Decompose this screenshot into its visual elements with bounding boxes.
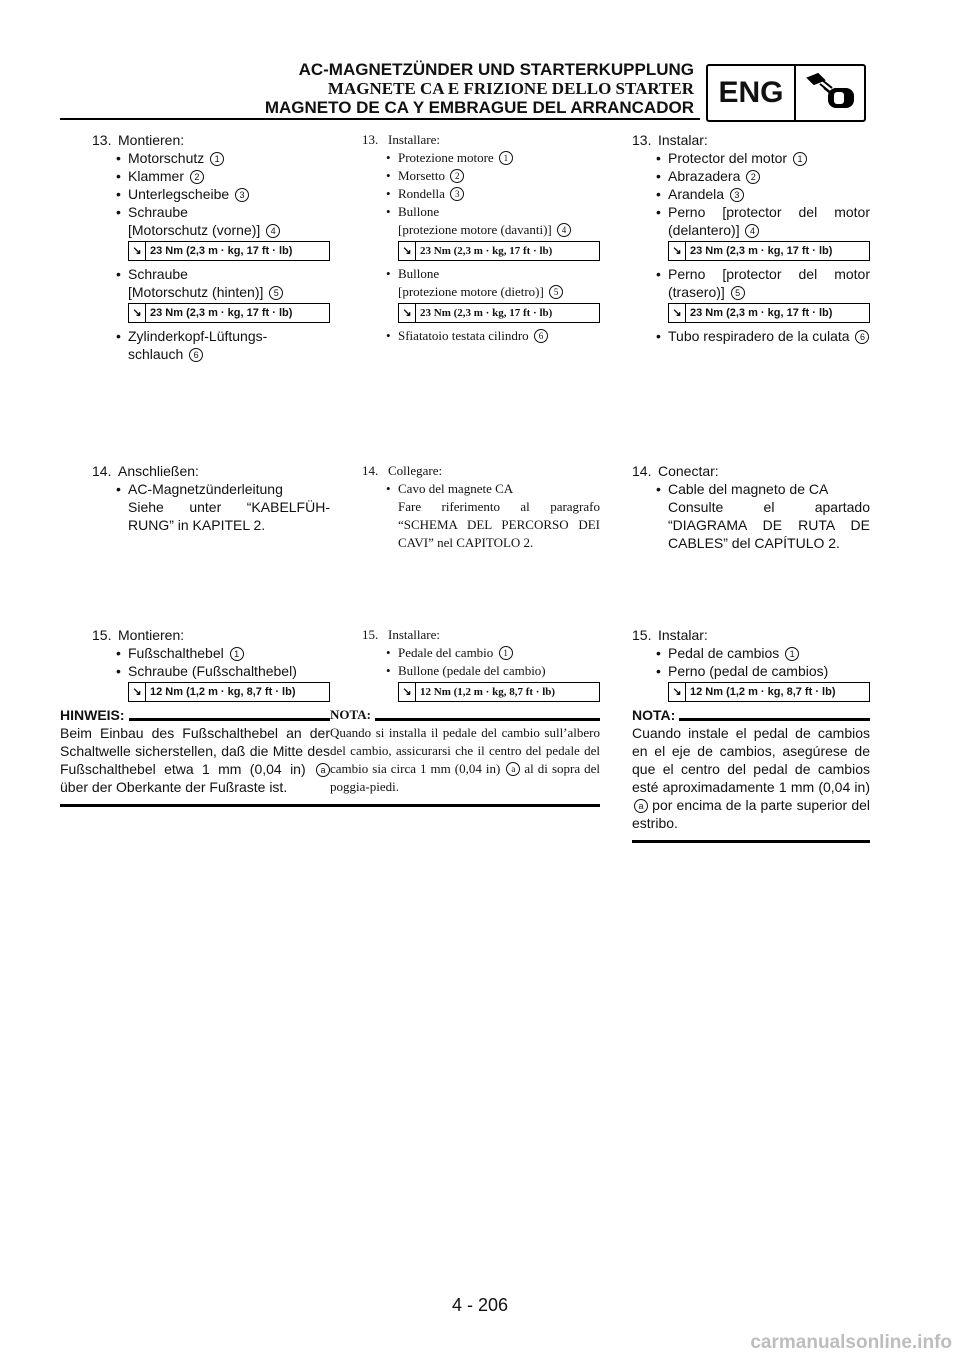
list-item: • Rondella 3: [362, 185, 600, 203]
torque-spec: ↘ 23 Nm (2,3 m · kg, 17 ft · lb): [128, 303, 330, 323]
torque-spec: ↘ 12 Nm (1,2 m · kg, 8,7 ft · lb): [398, 682, 600, 702]
list-item-detail: [Motorschutz (vorne)] 4: [92, 221, 330, 239]
torque-spec: ↘ 23 Nm (2,3 m · kg, 17 ft · lb): [398, 241, 600, 261]
list-item: • Unterlegscheibe 3: [92, 185, 330, 203]
list-item: • Sfiatatoio testata cilindro 6: [362, 327, 600, 345]
note-italian: [330, 700, 600, 807]
column-italian-step14: 14. Collegare: • Cavo del magnete CA Fare riferimento al paragrafo “SCHEMA DEL PERCORSO DEI CAVI” nel CAPITOLO 2.: [362, 462, 600, 552]
bolt-wrench-icon: [796, 66, 864, 120]
note-german: [60, 700, 330, 807]
torque-wrench-icon: ↘: [669, 242, 686, 260]
column-german-step13: [92, 131, 330, 363]
torque-wrench-icon: ↘: [669, 683, 686, 701]
list-item: • Protezione motore 1: [362, 149, 600, 167]
torque-spec: ↘ 12 Nm (1,2 m · kg, 8,7 ft · lb): [128, 682, 330, 702]
list-item: • Motorschutz 1: [92, 149, 330, 167]
list-item: • Bullone: [362, 265, 600, 283]
chapter-badge-label: ENG: [708, 66, 796, 120]
step-number: 13.: [92, 132, 112, 148]
list-item-detail: schlauch 6: [92, 345, 330, 363]
note-text: Quando si installa il pedale del cambio sull’albero del cambio, assicurarsi che il centro del pedale del cambio sia circa 1 mm (0,04 in) a al di sopra del poggia-piedi.: [330, 725, 601, 794]
list-item-detail: [protezione motore (dietro)] 5: [362, 283, 600, 301]
torque-wrench-icon: ↘: [399, 683, 416, 701]
note-text: Cuando instale el pedal de cambios en el eje de cambios, asegúrese de que el centro del pedal de cambios esté aproximadamente 1 mm (0,04 in) a por encima de la parte superior del estribo.: [632, 725, 871, 831]
list-item: • AC-Magnetzünderleitung: [92, 480, 330, 498]
list-item: • Perno [protector del motor (trasero)] 5: [632, 265, 870, 301]
list-item: • Fußschalthebel 1: [92, 644, 330, 662]
list-item: • Schraube: [92, 203, 330, 221]
column-italian-step13: 13. Installare: • Protezione motore 1 • Morsetto 2 • Rondella 3 • Bullone [protezione motore (davanti)] 4 ↘ 23 Nm (2,3 m · kg, 17 ft · lb) • Bullone [protezione motore (dietro)] 5 ↘ 23 Nm (2,3 m · kg, 17 ft · lb) • Sfiatatoio testata cilindro 6: [362, 131, 600, 345]
list-item: • Abrazadera 2: [632, 167, 870, 185]
list-item: • Zylinderkopf-Lüftungs-: [92, 327, 330, 345]
torque-spec: ↘ 23 Nm (2,3 m · kg, 17 ft · lb): [668, 241, 870, 261]
list-item: • Protector del motor 1: [632, 149, 870, 167]
list-item: • Arandela 3: [632, 185, 870, 203]
list-item: • Tubo respiradero de la culata 6: [632, 327, 870, 345]
column-spanish-step14: 14. Conectar: • Cable del magneto de CA Consulte el apartado “DIAGRAMA DE RUTA DE CABLES” del CAPÍTULO 2.: [632, 462, 870, 552]
section-title-it: MAGNETE CA E FRIZIONE DELLO STARTER: [327, 79, 694, 98]
list-item: • Pedal de cambios 1: [632, 644, 870, 662]
list-item: • Bullone: [362, 203, 600, 221]
torque-wrench-icon: ↘: [129, 242, 146, 260]
column-german-step14: 14. Anschließen: • AC-Magnetzünderleitung Siehe unter “KABELFÜH-RUNG” in KAPITEL 2.: [92, 462, 330, 534]
list-item: • Cavo del magnete CA: [362, 480, 600, 498]
torque-wrench-icon: ↘: [129, 683, 146, 701]
watermark: carmanualsonline.info: [750, 1332, 952, 1353]
column-spanish-step13: 13. Instalar: • Protector del motor 1 • Abrazadera 2 • Arandela 3 • Perno [protector del motor (delantero)] 4 ↘ 23 Nm (2,3 m · kg, 17 ft · lb) • Perno [protector del motor (trasero)] 5 ↘ 23 Nm (2,3 m · kg, 17 ft · lb) • Tubo respiradero de la culata 6: [632, 131, 870, 345]
list-item: • Morsetto 2: [362, 167, 600, 185]
note-label: HINWEIS:: [60, 707, 125, 723]
column-german-step15: 15. Montieren: • Fußschalthebel 1 • Schraube (Fußschalthebel) ↘ 12 Nm (1,2 m · kg, 8,7 ft · lb): [92, 626, 330, 706]
chapter-badge: [706, 64, 866, 122]
header-rule: [60, 118, 700, 120]
list-item-detail: Fare riferimento al paragrafo “SCHEMA DEL PERCORSO DEI CAVI” nel CAPITOLO 2.: [398, 499, 600, 550]
page-header-titles: [265, 60, 694, 117]
torque-wrench-icon: ↘: [399, 304, 416, 322]
note-text: Beim Einbau des Fußschalthebel an der Schaltwelle sicherstellen, daß die Mitte des Fußschalthebel etwa 1 mm (0,04 in) a über der Oberkante der Fußraste ist.: [60, 725, 330, 795]
list-item: • Schraube: [92, 265, 330, 283]
list-item-detail: Consulte el apartado “DIAGRAMA DE RUTA DE CABLES” del CAPÍTULO 2.: [668, 499, 870, 551]
column-italian-step15: 15. Installare: • Pedale del cambio 1 • Bullone (pedale del cambio) ↘ 12 Nm (1,2 m · kg, 8,7 ft · lb): [362, 626, 600, 706]
page-number: 4 - 206: [451, 1295, 509, 1315]
list-item: • Perno [protector del motor (delantero)] 4: [632, 203, 870, 239]
torque-spec: ↘ 23 Nm (2,3 m · kg, 17 ft · lb): [128, 241, 330, 261]
list-item: • Pedale del cambio 1: [362, 644, 600, 662]
list-item-detail: [Motorschutz (hinten)] 5: [92, 283, 330, 301]
torque-spec: ↘ 23 Nm (2,3 m · kg, 17 ft · lb): [398, 303, 600, 323]
section-title-de: AC-MAGNETZÜNDER UND STARTERKUPPLUNG: [298, 60, 694, 79]
list-item: • Bullone (pedale del cambio): [362, 662, 600, 680]
list-item-detail: [protezione motore (davanti)] 4: [362, 221, 600, 239]
list-item: • Schraube (Fußschalthebel): [92, 662, 330, 680]
step-title: Montieren:: [118, 132, 185, 148]
note-label: NOTA:: [330, 707, 371, 722]
note-spanish: [632, 700, 870, 843]
list-item-detail: Siehe unter “KABELFÜH-RUNG” in KAPITEL 2.: [128, 499, 330, 533]
torque-spec: ↘ 12 Nm (1,2 m · kg, 8,7 ft · lb): [668, 682, 870, 702]
column-spanish-step15: 15. Instalar: • Pedal de cambios 1 • Perno (pedal de cambios) ↘ 12 Nm (1,2 m · kg, 8,7 ft · lb): [632, 626, 870, 706]
torque-wrench-icon: ↘: [129, 304, 146, 322]
torque-wrench-icon: ↘: [669, 304, 686, 322]
torque-wrench-icon: ↘: [399, 242, 416, 260]
section-title-es: MAGNETO DE CA Y EMBRAGUE DEL ARRANCADOR: [264, 98, 694, 117]
list-item: • Klammer 2: [92, 167, 330, 185]
torque-spec: ↘ 23 Nm (2,3 m · kg, 17 ft · lb): [668, 303, 870, 323]
note-label: NOTA:: [632, 707, 676, 723]
list-item: • Perno (pedal de cambios): [632, 662, 870, 680]
list-item: • Cable del magneto de CA: [632, 480, 870, 498]
